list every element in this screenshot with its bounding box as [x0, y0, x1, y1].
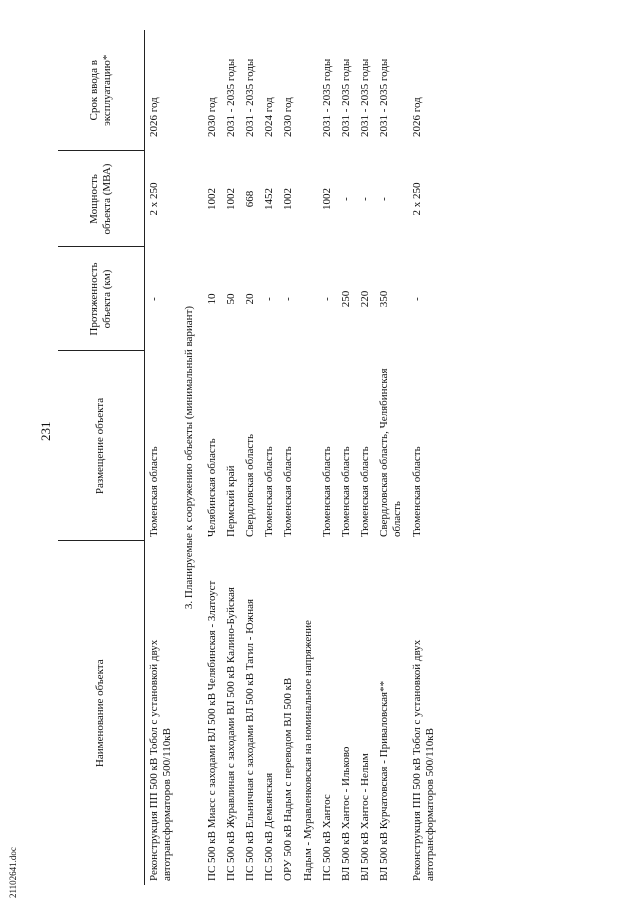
- cell-power: 1002: [282, 188, 295, 210]
- table-row: [408, 30, 440, 885]
- table-row: [337, 30, 356, 885]
- cell-date: 2031 - 2035 годы: [243, 58, 256, 137]
- table-header: [58, 30, 145, 885]
- cell-power: -: [339, 197, 352, 201]
- cell-name: ПС 500 кВ Ельничная с заходами ВЛ 500 кВ Тагил - Южная: [243, 598, 256, 881]
- cell-date: 2026 год: [410, 97, 423, 137]
- cell-power: 1002: [205, 188, 218, 210]
- cell-date: 2030 год: [282, 97, 295, 137]
- cell-length: [299, 247, 318, 351]
- cell-location: Тюменская область: [320, 446, 333, 537]
- cell-name: Реконструкция ПП 500 кВ Тобол с установкой двух автотрансформаторов 500/110кВ: [410, 639, 436, 881]
- cell-name: ПС 500 кВ Демьянская: [263, 772, 276, 881]
- cell-power: -: [378, 197, 391, 201]
- table-row: [203, 30, 222, 885]
- cell-name: ВЛ 500 кВ Хантос - Нелым: [359, 753, 372, 881]
- cell-date: 2031 - 2035 годы: [339, 58, 352, 137]
- header-location: Размещение объекта: [58, 351, 145, 541]
- cell-length: -: [148, 297, 160, 301]
- cell-date: [299, 30, 318, 151]
- cell-power: [299, 151, 318, 247]
- table-row: [145, 30, 178, 885]
- table-row: [299, 30, 318, 885]
- cell-name: ВЛ 500 кВ Курчатовская - Приваловская**: [378, 680, 391, 881]
- table-row: [279, 30, 298, 885]
- table-row: [260, 30, 279, 885]
- cell-location: Тюменская область: [282, 446, 295, 537]
- section-title: 3. Планируемые к сооружению объекты (минимальный вариант): [183, 305, 196, 610]
- cell-name: ПС 500 кВ Хантос: [320, 794, 333, 881]
- cell-length: 10: [205, 293, 218, 305]
- cell-length: 250: [339, 290, 352, 308]
- header-power: Мощность объекта (МВА): [58, 151, 145, 247]
- cell-date: 2030 год: [205, 97, 218, 137]
- cell-location: Тюменская область: [359, 446, 372, 537]
- cell-length: -: [263, 297, 276, 301]
- cell-location: Тюменская область: [339, 446, 352, 537]
- cell-location: Свердловская область, Челябинская область: [378, 368, 404, 537]
- cell-date: 2031 - 2035 годы: [224, 58, 237, 137]
- objects-table: [58, 30, 440, 885]
- header-name: Наименование объекта: [58, 541, 145, 885]
- cell-power: -: [359, 197, 372, 201]
- cell-location: Тюменская область: [410, 446, 423, 537]
- cell-power: 1002: [320, 188, 333, 210]
- cell-power: 1452: [263, 188, 276, 210]
- cell-length: 350: [378, 290, 391, 308]
- cell-date: 2031 - 2035 годы: [378, 58, 391, 137]
- cell-power: 2 x 250: [410, 182, 423, 216]
- header-date: Срок ввода в эксплуатацию*: [58, 30, 145, 151]
- table-row: [375, 30, 407, 885]
- cell-power: 668: [243, 190, 256, 208]
- section-row: [177, 30, 202, 885]
- table-row: [356, 30, 375, 885]
- cell-name: Реконструкция ПП 500 кВ Тобол с установкой двух автотрансформаторов 500/110кВ: [148, 639, 174, 881]
- cell-date: 2031 - 2035 годы: [320, 58, 333, 137]
- cell-name: ОРУ 500 кВ Надым с переводом ВЛ 500 кВ: [282, 677, 295, 881]
- table-body: [145, 30, 441, 885]
- cell-location: [299, 351, 318, 541]
- cell-length: -: [282, 297, 295, 301]
- cell-name: ПС 500 кВ Журавлиная с заходами ВЛ 500 кВ Калино-Буйская: [224, 587, 237, 881]
- header-length: Протяженность объекта (км): [58, 247, 145, 351]
- cell-location: Тюменская область: [148, 446, 160, 537]
- cell-name: ПС 500 кВ Миасс с заходами ВЛ 500 кВ Челябинская - Златоуст: [205, 580, 218, 881]
- table-row: [318, 30, 337, 885]
- cell-date: 2031 - 2035 годы: [359, 58, 372, 137]
- table-row: [222, 30, 241, 885]
- cell-name: Надым - Муравленковская на номинальное напряжение: [301, 620, 314, 881]
- table-row: [241, 30, 260, 885]
- cell-length: -: [320, 297, 333, 301]
- rotated-table-container: [58, 30, 594, 885]
- cell-power: 2 x 250: [148, 182, 160, 216]
- cell-location: Челябинская область: [205, 438, 218, 537]
- cell-length: 20: [243, 293, 256, 305]
- cell-location: Пермский край: [224, 465, 237, 537]
- cell-date: 2024 год: [263, 97, 276, 137]
- cell-length: 50: [224, 293, 237, 305]
- cell-date: 2026 год: [148, 97, 160, 137]
- cell-power: 1002: [224, 188, 237, 210]
- cell-location: Свердловская область: [243, 433, 256, 537]
- cell-location: Тюменская область: [263, 446, 276, 537]
- page-number: 231: [38, 421, 53, 441]
- cell-length: -: [410, 297, 423, 301]
- cell-length: 220: [359, 290, 372, 308]
- document-id: 21102641.doc: [8, 847, 18, 898]
- cell-name: ВЛ 500 кВ Хантос - Ильково: [339, 746, 352, 881]
